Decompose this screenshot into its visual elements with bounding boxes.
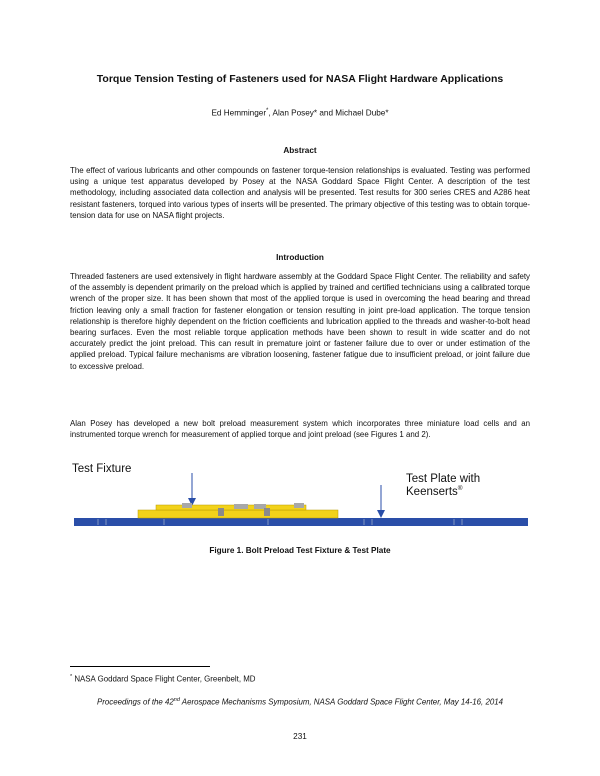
test-fixture — [138, 503, 338, 518]
test-plate — [74, 518, 528, 526]
figure-caption: Figure 1. Bolt Preload Test Fixture & Test Plate — [209, 546, 391, 555]
label-test-plate-line2 — [406, 484, 463, 498]
footnote-text: NASA Goddard Space Flight Center, Greenbelt, MD — [72, 674, 256, 684]
author-first: Ed Hemminger — [211, 108, 267, 118]
proceedings-line — [70, 697, 530, 707]
proceedings-prefix: Proceedings of the 42 — [97, 697, 174, 707]
footnote — [70, 674, 255, 684]
paper-title: Torque Tension Testing of Fasteners used for NASA Flight Hardware Applications — [96, 73, 504, 85]
fixture-arrow — [188, 473, 196, 506]
author-rest: , Alan Posey* and Michael Dube* — [268, 108, 389, 118]
label-test-plate-line1: Test Plate with — [406, 473, 481, 485]
label-test-fixture: Test Fixture — [72, 463, 132, 475]
author-line — [70, 108, 530, 118]
label-keenserts: Keenserts — [406, 486, 458, 498]
abstract-text: The effect of various lubricants and other compounds on fastener torque-tension relationships is evaluated. Testing was performed using a unique test apparatus developed by Posey at the NASA Goddard Space Flight Center. A description of the test methodology, including associated data collection and analysis will be presented. Test results for 300 series CRES and A286 heat resistant fasteners, torqued into various types of inserts will be presented. The primary objective of this testing was to obtain torque-tension data for use on NASA flight projects. — [70, 166, 530, 220]
footnote-mark: * — [70, 674, 73, 680]
intro-paragraph-1: Threaded fasteners are used extensively in flight hardware assembly at the Goddard Space Flight Center. The reliability and safety of the assembly is dependent primarily on the preload which is applied by trained and certified technicians using a calibrated torque wrench of the proper size. It has been shown that most of the applied torque is used in overcoming the head bearing and thread friction leaving only a small fraction for fastener elongation or tension resulting in joint pre-load application. The torque tension relationship is therefore highly dependent on the friction coefficients and lubrication applied to the threads and washer-to-bolt head bearing surfaces. Even the most reliable torque application methods have been shown to result in wide scatter and do not accurately predict the joint preload. This can result in premature joint or fastener failure due to over or under estimation of the applied preload. Typical failure mechanisms are vibration loosening, fastener fatigue due to insufficient preload, or joint failure due to excessive preload. — [70, 272, 530, 371]
figure-1 — [68, 458, 532, 538]
author-footnote-mark: * — [266, 108, 269, 114]
footnote-divider — [70, 666, 210, 667]
intro-paragraph-2: Alan Posey has developed a new bolt preload measurement system which incorporates three miniature load cells and an instrumented torque wrench for measurement of applied torque and joint preload (see Figures 1 and 2). — [70, 419, 530, 440]
label-registered-mark: ® — [457, 485, 463, 492]
plate-arrow — [377, 485, 385, 518]
test-fixture-diagram — [68, 458, 532, 538]
proceedings-suffix: Aerospace Mechanisms Symposium, NASA Goddard Space Flight Center, May 14-16, 2014 — [179, 697, 503, 707]
page-number: 231 — [293, 732, 307, 741]
abstract-heading: Abstract — [283, 146, 317, 155]
introduction-heading: Introduction — [276, 253, 324, 262]
proceedings-ordinal: nd — [173, 697, 180, 703]
